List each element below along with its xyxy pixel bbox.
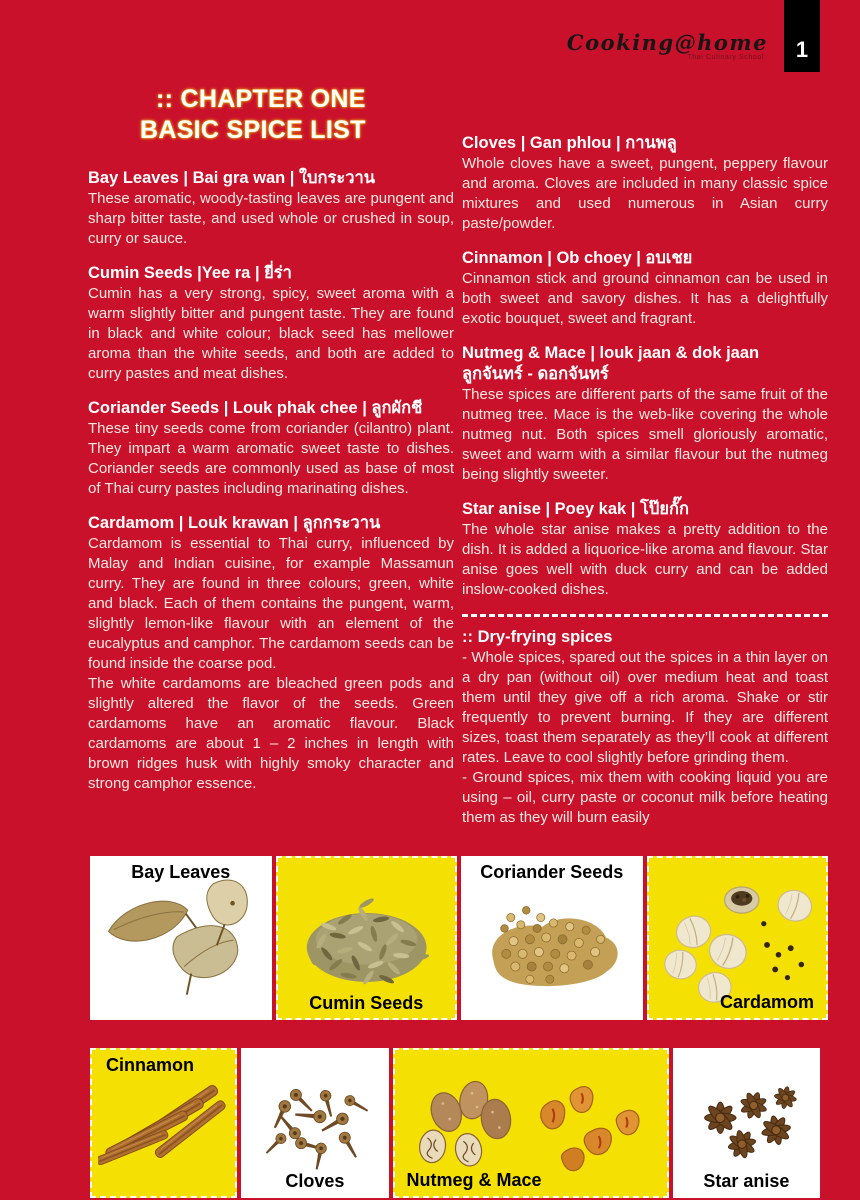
gallery-cell-cinnamon [90,1048,237,1198]
gallery-cell-cumin-seeds [276,856,458,1020]
section-body: Cumin has a very strong, spicy, sweet aroma with a warm slightly bitter and pungent taste. They are found in black and white colour; black seed has mellower aroma than the white seeds, and both are added to curry pastes and meat dishes. [88,285,454,382]
section-body: Cardamom is essential to Thai curry, influenced by Malay and Indian cuisine, for example Massamun curry. They are found in three colours; green, white and black. Each of them contains the pungent, warm, slightly lemon-like flavour with an element of the eucalyptus and camphor. The cardamom seeds can be found inside the coarse pod. [88,535,454,672]
chapter-title-line2: BASIC SPICE LIST [140,116,366,144]
section-heading: Nutmeg & Mace | louk jaan & dok jaan [462,344,760,362]
section-cardamom [88,513,454,794]
star-anise-image [680,1059,812,1187]
brand-tagline: Thai Culinary School [687,54,764,61]
cinnamon-image [98,1059,230,1187]
cardamom-image [656,868,819,1009]
section-cumin-seeds [88,263,454,384]
gallery-cell-coriander-seeds [461,856,643,1020]
page-number-badge [784,0,820,72]
section-heading-thai: ลูกจันทร์ - ดอกจันทร์ [462,365,609,383]
section-heading: Bay Leaves | Bai gra wan | ใบกระวาน [88,169,376,187]
cloves-image [249,1059,381,1187]
section-body: These spices are different parts of the same fruit of the nutmeg tree. Mace is the web-like covering the whole nutmeg nut. Both spices smell gloriously aromatic, sweet and warm with a similar flavour but the nutmeg being slightly sweeter. [462,386,828,483]
section-heading: Star anise | Poey kak | โป๊ยกั๊ก [462,500,689,518]
dashed-divider [462,614,828,617]
gallery-row-2 [90,1048,820,1198]
gallery-label: Star anise [703,1171,790,1191]
section-heading: Coriander Seeds | Louk phak chee | ลูกผักชี [88,399,423,417]
section-body: Cinnamon stick and ground cinnamon can be used in both sweet and savory dishes. It has a delightfully exotic bouquet, sweet and fragrant. [462,270,828,327]
section-body: Whole cloves have a sweet, pungent, peppery flavour and aroma. Cloves are included in many classic spice mixtures and used numerous in Asian curry paste/powder. [462,155,828,232]
section-dry-frying [462,627,828,828]
gallery-label: Cloves [285,1171,345,1191]
section-body-2: - Ground spices, mix them with cooking liquid you are using – oil, curry paste or coconut milk before heating them as they will burn easily [462,769,828,826]
page-number: 1 [795,37,809,62]
brand [567,30,768,61]
gallery-label: Coriander Seeds [480,862,624,882]
gallery-cell-bay-leaves [90,856,272,1020]
section-body: - Whole spices, spared out the spices in a thin layer on a dry pan (without oil) over medium heat and toast them until they give off a rich aroma. Shake or stir frequently to prevent burning. If they are different sizes, toast them separately as they’ll cook at different rates. Leave to cool slightly before grinding them. [462,649,828,766]
section-nutmeg-mace [462,343,828,485]
section-star-anise [462,499,828,600]
gallery-label: Cumin Seeds [309,993,424,1013]
brand-logo: Cooking@home [566,30,768,55]
section-body: These aromatic, woody-tasting leaves are pungent and sharp bitter taste, and used whole or crushed in soup, curry or sauce. [88,190,454,247]
gallery-label: Cinnamon [106,1055,194,1075]
gallery-cell-nutmeg-mace [393,1048,669,1198]
left-column [88,168,454,808]
section-heading: :: Dry-frying spices [462,628,613,646]
chapter-title [140,84,366,146]
gallery-label: Bay Leaves [131,862,231,882]
chapter-title-line1: :: CHAPTER ONE [156,85,366,113]
section-heading: Cardamom | Louk krawan | ลูกกระวาน [88,514,381,532]
section-body-2: The white cardamoms are bleached green pods and slightly altered the flavor of the seeds. Green cardamoms have an aromatic flavour. Black cardamoms are about 1 – 2 inches in length with brown ridges husk with highly smoky character and strong camphor essence. [88,675,454,792]
bay-leaves-image [99,868,262,1009]
section-heading: Cloves | Gan phlou | กานพลู [462,134,677,152]
coriander-seeds-image [470,868,633,1009]
section-cloves [462,133,828,234]
gallery-cell-cardamom [647,856,829,1020]
cumin-seeds-image [285,868,448,1009]
section-body: The whole star anise makes a pretty addition to the dish. It is added a liquorice-like aroma and flavour. Star anise goes well with duck curry and can be added inslow-cooked dishes. [462,521,828,598]
section-heading: Cinnamon | Ob choey | อบเชย [462,249,693,267]
gallery-cell-star-anise [673,1048,820,1198]
section-body: These tiny seeds come from coriander (cilantro) plant. They impart a warm aromatic sweet taste to dishes. Coriander seeds are commonly used as base of most of Thai curry pastes including marinating dishes. [88,420,454,497]
nutmeg-mace-image [405,1059,655,1187]
section-heading: Cumin Seeds |Yee ra | ยี่ร่า [88,264,292,282]
right-column [462,133,828,842]
gallery-row-1 [90,856,828,1020]
section-cinnamon [462,248,828,329]
gallery-cell-cloves [241,1048,388,1198]
gallery-label: Cardamom [719,992,814,1012]
section-coriander-seeds [88,398,454,499]
gallery-label: Nutmeg & Mace [406,1170,542,1190]
section-bay-leaves [88,168,454,249]
